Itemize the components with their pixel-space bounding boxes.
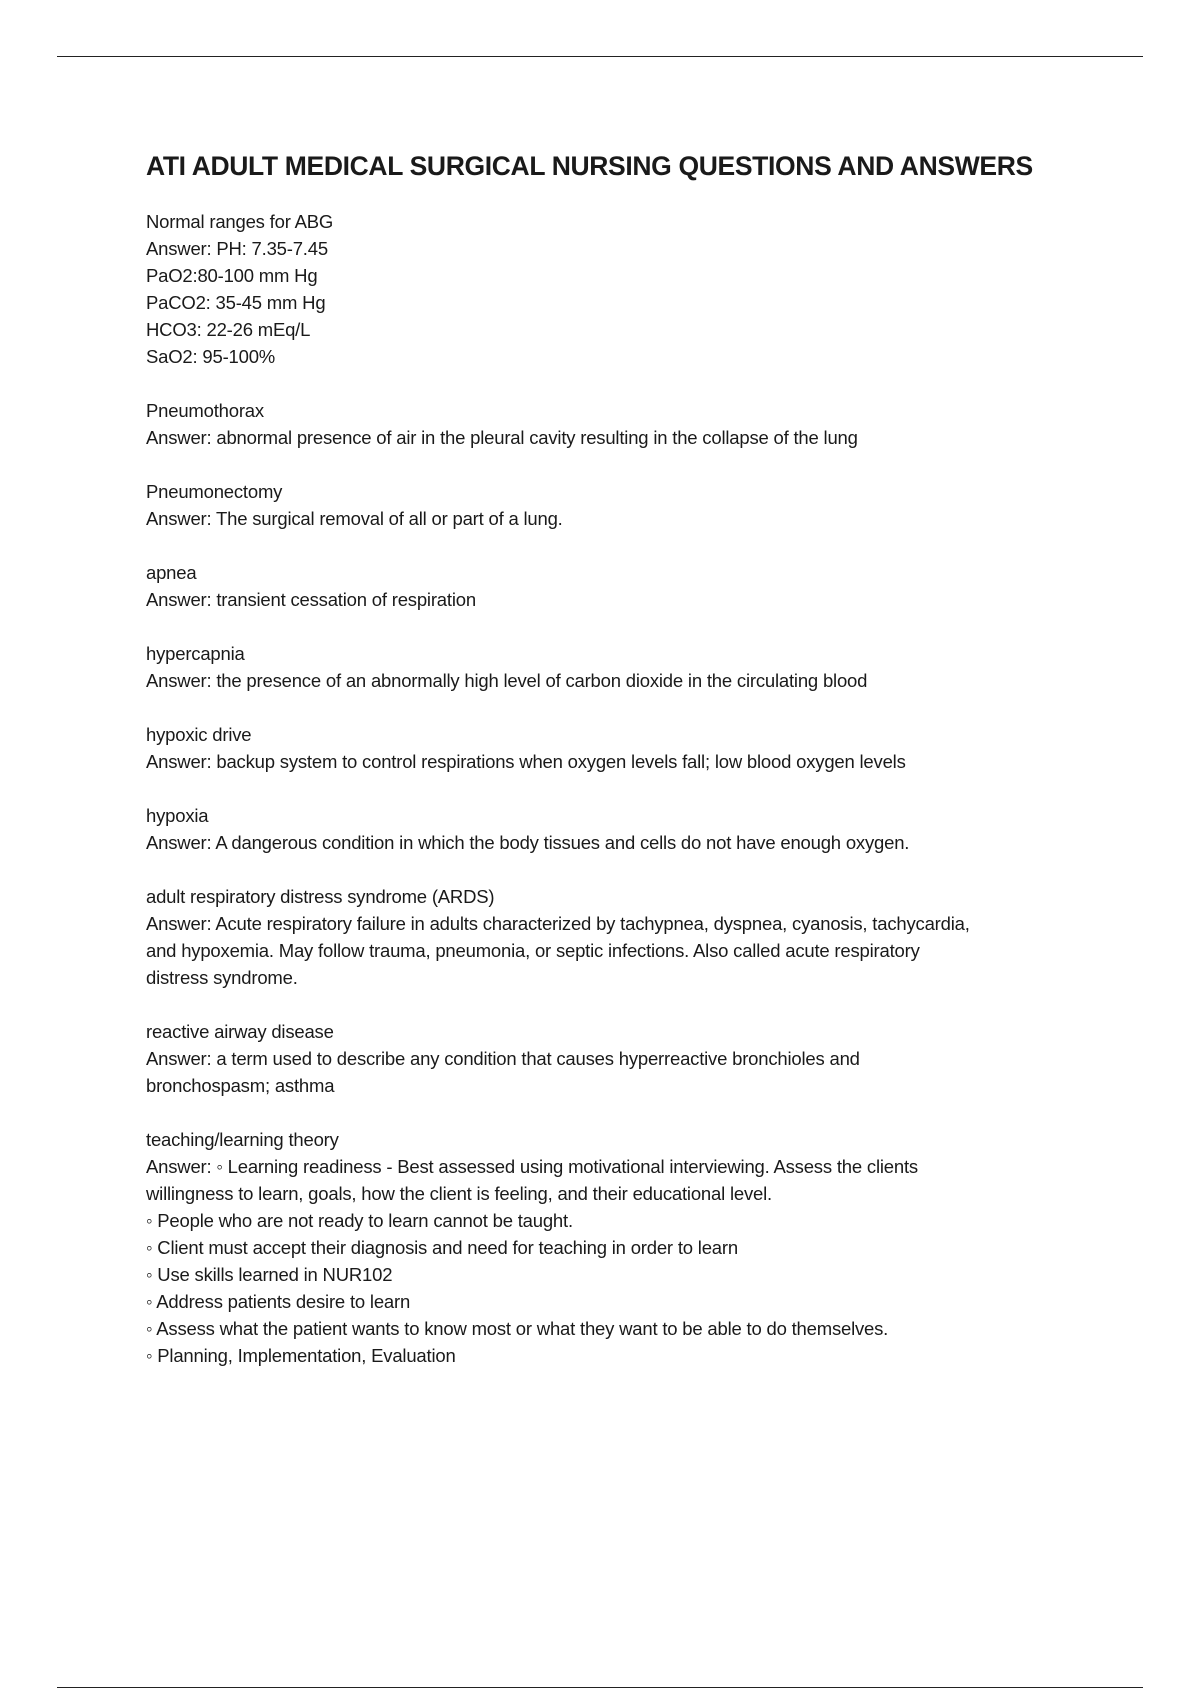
question-term: Pneumonectomy (146, 481, 283, 502)
answer-line: Answer: transient cessation of respiration (146, 589, 476, 610)
top-rule (57, 56, 1143, 57)
qa-entry (146, 1126, 1096, 1369)
page-title: ATI ADULT MEDICAL SURGICAL NURSING QUESTIONS AND ANSWERS (146, 151, 1033, 181)
question-term: apnea (146, 562, 197, 583)
answer-line: bronchospasm; asthma (146, 1075, 335, 1096)
answer-line: distress syndrome. (146, 967, 298, 988)
qa-entry (146, 397, 1096, 451)
document-body (146, 146, 1096, 1396)
answer-line: Answer: PH: 7.35-7.45 (146, 238, 328, 259)
answer-line: PaCO2: 35-45 mm Hg (146, 292, 326, 313)
answer-line: ◦ Assess what the patient wants to know most or what they want to be able to do themselves. (146, 1318, 889, 1339)
answer-line: Answer: a term used to describe any condition that causes hyperreactive bronchioles and (146, 1048, 860, 1069)
question-term: reactive airway disease (146, 1021, 334, 1042)
bottom-rule (57, 1687, 1143, 1688)
qa-entry (146, 478, 1096, 532)
answer-line: Answer: ◦ Learning readiness - Best assessed using motivational interviewing. Assess the clients (146, 1156, 918, 1177)
answer-line: ◦ Planning, Implementation, Evaluation (146, 1345, 456, 1366)
answer-line: HCO3: 22-26 mEq/L (146, 319, 311, 340)
answer-line: willingness to learn, goals, how the client is feeling, and their educational level. (146, 1183, 772, 1204)
question-term: Normal ranges for ABG (146, 211, 334, 232)
qa-list (146, 208, 1096, 1369)
answer-line: Answer: the presence of an abnormally high level of carbon dioxide in the circulating blood (146, 670, 868, 691)
answer-line: ◦ People who are not ready to learn cannot be taught. (146, 1210, 573, 1231)
question-term: hypoxic drive (146, 724, 252, 745)
answer-line: Answer: backup system to control respirations when oxygen levels fall; low blood oxygen levels (146, 751, 906, 772)
answer-line: Answer: Acute respiratory failure in adults characterized by tachypnea, dyspnea, cyanosis, tachycardia, (146, 913, 970, 934)
question-term: adult respiratory distress syndrome (ARDS) (146, 886, 495, 907)
qa-entry (146, 721, 1096, 775)
qa-entry (146, 1018, 1096, 1099)
answer-line: ◦ Address patients desire to learn (146, 1291, 411, 1312)
answer-line: Answer: abnormal presence of air in the pleural cavity resulting in the collapse of the lung (146, 427, 858, 448)
qa-entry (146, 559, 1096, 613)
question-term: hypoxia (146, 805, 209, 826)
answer-line: ◦ Use skills learned in NUR102 (146, 1264, 393, 1285)
answer-line: SaO2: 95-100% (146, 346, 276, 367)
question-term: teaching/learning theory (146, 1129, 339, 1150)
question-term: Pneumothorax (146, 400, 264, 421)
answer-line: Answer: The surgical removal of all or part of a lung. (146, 508, 563, 529)
answer-line: ◦ Client must accept their diagnosis and need for teaching in order to learn (146, 1237, 738, 1258)
qa-entry (146, 208, 1096, 370)
answer-line: PaO2:80-100 mm Hg (146, 265, 318, 286)
qa-entry (146, 640, 1096, 694)
qa-entry (146, 802, 1096, 856)
answer-line: and hypoxemia. May follow trauma, pneumonia, or septic infections. Also called acute respiratory (146, 940, 920, 961)
question-term: hypercapnia (146, 643, 245, 664)
answer-line: Answer: A dangerous condition in which the body tissues and cells do not have enough oxygen. (146, 832, 910, 853)
qa-entry (146, 883, 1096, 991)
